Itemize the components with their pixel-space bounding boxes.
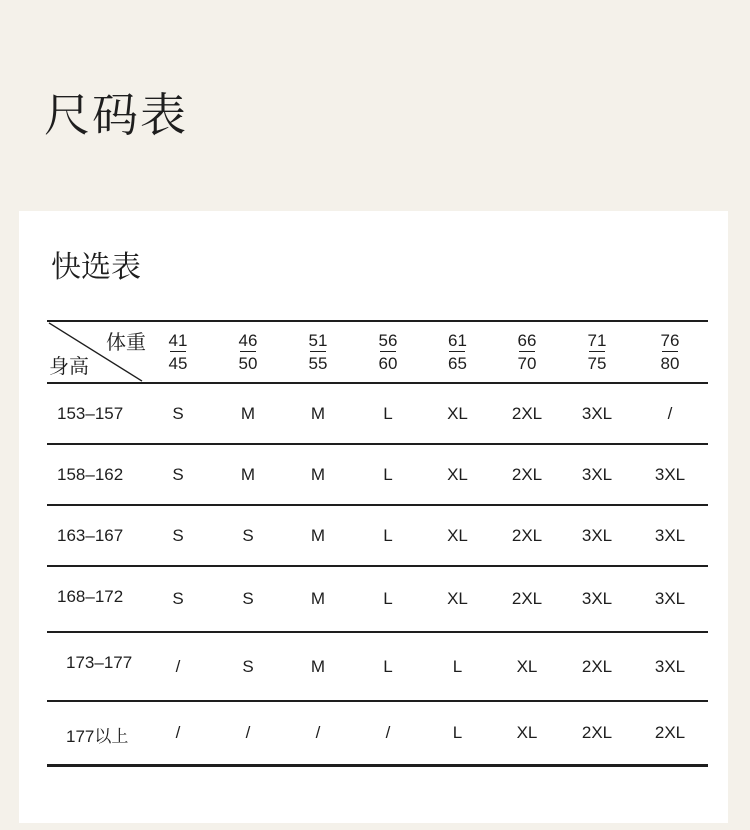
- weight-to: 75: [587, 354, 607, 374]
- weight-divider: [380, 351, 396, 353]
- weight-axis-label: 体重: [106, 330, 146, 354]
- weight-divider: [662, 351, 678, 353]
- weight-header-cell: [143, 321, 213, 383]
- weight-divider: [240, 351, 256, 353]
- size-table: [47, 320, 708, 767]
- weight-from: 76: [660, 330, 680, 350]
- size-cell: S: [172, 464, 184, 484]
- size-cell: XL: [447, 403, 468, 423]
- size-cell: /: [315, 722, 321, 742]
- size-cell: /: [667, 403, 673, 423]
- size-cell: 2XL: [511, 525, 543, 545]
- size-cell: L: [452, 656, 463, 676]
- size-cell: 3XL: [654, 525, 686, 545]
- weight-to: 65: [448, 354, 467, 374]
- size-cell: L: [383, 589, 393, 608]
- size-cell: M: [310, 525, 326, 545]
- weight-to: 80: [660, 354, 680, 374]
- weight-header-cell: [283, 321, 353, 383]
- size-cell: 2XL: [511, 403, 543, 423]
- size-chart-card: [19, 211, 728, 823]
- size-cell: S: [242, 589, 254, 608]
- height-axis-label: 身高: [49, 354, 89, 378]
- size-cell: M: [240, 464, 256, 484]
- weight-divider: [589, 351, 605, 353]
- page-title: 尺码表: [44, 88, 188, 142]
- weight-divider: [170, 351, 186, 353]
- size-cell: 3XL: [654, 464, 686, 484]
- weight-divider: [310, 351, 326, 353]
- table-row: [47, 566, 708, 632]
- size-cell: 3XL: [654, 589, 686, 608]
- size-cell: 3XL: [581, 403, 613, 423]
- size-cell: L: [383, 525, 393, 545]
- size-cell: /: [175, 656, 181, 676]
- size-cell: XL: [447, 464, 468, 484]
- size-cell: L: [383, 464, 393, 484]
- size-cell: S: [172, 403, 184, 423]
- size-cell: 2XL: [654, 722, 686, 742]
- weight-header-cell: [423, 321, 492, 383]
- weight-from: 41: [168, 330, 188, 350]
- size-cell: L: [452, 722, 463, 742]
- size-cell: M: [310, 656, 326, 676]
- size-cell: /: [385, 722, 391, 742]
- weight-from: 71: [587, 330, 607, 350]
- weight-header-cell: [353, 321, 423, 383]
- size-cell: XL: [516, 656, 538, 676]
- size-cell: M: [310, 589, 326, 608]
- weight-divider: [449, 351, 465, 353]
- size-cell: /: [175, 722, 181, 742]
- weight-header-cell: [562, 321, 632, 383]
- size-cell: 2XL: [511, 589, 543, 608]
- height-range-cell: 153–157: [57, 404, 124, 423]
- weight-from: 61: [448, 330, 467, 350]
- size-cell: XL: [447, 589, 468, 608]
- height-range-cell: 177以上: [66, 727, 129, 746]
- weight-from: 66: [517, 330, 537, 350]
- weight-to: 50: [238, 354, 258, 374]
- weight-to: 60: [378, 354, 398, 374]
- weight-to: 55: [308, 354, 328, 374]
- size-cell: S: [172, 589, 184, 608]
- table-row: [47, 632, 708, 701]
- table-row: [47, 444, 708, 505]
- height-range-cell: 173–177: [66, 653, 133, 672]
- table-row: [47, 701, 708, 765]
- size-cell: XL: [447, 525, 468, 545]
- size-cell: M: [240, 403, 256, 423]
- weight-header-cell: [213, 321, 283, 383]
- height-range-cell: 163–167: [57, 525, 124, 545]
- weight-from: 56: [378, 330, 398, 350]
- size-cell: S: [172, 525, 184, 545]
- size-cell: 2XL: [581, 722, 613, 742]
- weight-header-cell: [632, 321, 708, 383]
- size-cell: S: [242, 525, 254, 545]
- size-cell: XL: [516, 722, 538, 742]
- table-row: [47, 505, 708, 566]
- size-cell: L: [383, 656, 393, 676]
- weight-to: 70: [517, 354, 537, 374]
- size-cell: L: [383, 403, 393, 423]
- header-row: [47, 321, 708, 383]
- size-cell: 3XL: [581, 589, 613, 608]
- size-cell: M: [310, 403, 326, 423]
- weight-from: 51: [308, 330, 328, 350]
- section-title: 快选表: [51, 250, 141, 285]
- weight-divider: [519, 351, 535, 353]
- size-cell: 2XL: [511, 464, 543, 484]
- size-cell: 3XL: [581, 525, 613, 545]
- size-cell: 2XL: [581, 656, 613, 676]
- weight-from: 46: [238, 330, 258, 350]
- corner-header-cell: [47, 321, 146, 383]
- size-cell: S: [242, 656, 254, 676]
- size-cell: /: [245, 722, 251, 742]
- size-cell: 3XL: [581, 464, 613, 484]
- table-row: [47, 383, 708, 444]
- size-cell: M: [310, 464, 326, 484]
- height-range-cell: 158–162: [57, 465, 124, 484]
- height-range-cell: 168–172: [57, 587, 124, 606]
- weight-header-cell: [492, 321, 562, 383]
- weight-to: 45: [168, 354, 188, 374]
- size-cell: 3XL: [654, 656, 686, 676]
